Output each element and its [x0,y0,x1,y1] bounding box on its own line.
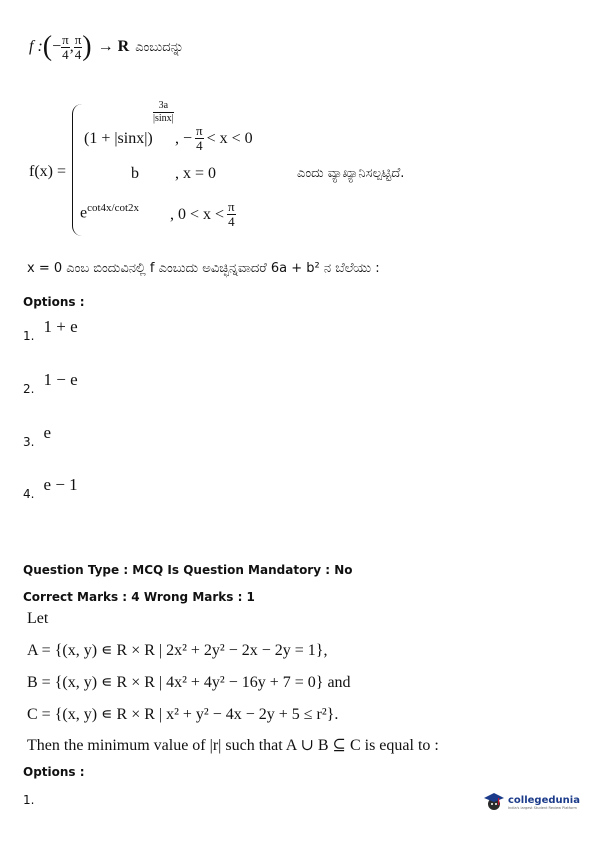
collegedunia-logo [483,791,580,813]
option-1[interactable]: $_{1.}$ 1 + e [23,317,78,343]
option-3[interactable]: $_{3.}$ e [23,423,52,449]
option-2[interactable]: $_{2.}$ 1 − e [23,370,78,396]
function-label: f(x) = [29,163,67,180]
q2-option-1[interactable]: 1. [23,793,35,807]
case1-condition: , − $\frac{\pi}{4}$ < x < 0 [175,123,253,153]
pi-over-four-lower: $\frac{\pi}{4}$ [62,31,69,62]
graduate-cap-icon [483,791,505,813]
q2-line-question: Then the minimum value of |r| such that A ∪ B ⊆ C is equal to : [27,737,439,754]
pi-over-four-upper: $\frac{\pi}{4}$ [74,31,82,62]
comma: , [69,38,74,55]
logo-brand: collegedunia [508,794,580,806]
case3-condition: , 0 < x < $\frac{\pi}{4}$ [170,199,235,229]
case3-expression: $e^{cot4x/cot2x}$ [80,202,140,222]
left-paren: ( [42,31,53,62]
q2-options-label: Options : [23,765,85,779]
pi-over-four-case3: $\frac{\pi}{4}$ [228,199,235,229]
case1-base: (1 + |sinx|) [84,130,153,147]
minus-sign: − [52,38,62,55]
case1-exponent: 3a |sinx| [153,100,174,124]
domain-definition [29,30,184,64]
q2-line-set-a: A = {(x, y) ∊ R × R | 2x² + 2y² − 2x − 2y = 1}, [27,642,328,659]
question-meta-type: Question Type : MCQ Is Question Mandatory : No [23,563,353,577]
intro-text: ಎಂಬುದನ್ನು [135,39,184,55]
codomain: → R [97,38,130,55]
option-4[interactable]: $_{4.}$ e − 1 [23,475,78,501]
question-meta-marks: Correct Marks : 4 Wrong Marks : 1 [23,590,255,604]
question-text: x = 0 ಎಂಬ ಬಿಂದುವಿನಲ್ಲಿ f ಎಂಬುದು ಅವಿಚ್ಛಿನ್ನವಾದರೆ 6a + b² ನ ಬೆಲೆಯು : [27,261,380,276]
q2-line-set-c: C = {(x, y) ∊ R × R | x² + y² − 4x − 2y + 5 ≤ r²}. [27,706,339,723]
q2-line-set-b: B = {(x, y) ∊ R × R | 4x² + 4y² − 16y + 7 = 0} and [27,674,351,691]
case2-condition: , x = 0 [175,165,217,182]
options-label: Options : [23,295,85,309]
q2-line-let: Let [27,610,49,627]
function-symbol: f : [29,38,43,55]
case2-value: b [131,165,139,182]
logo-tagline: India's largest Student Review Platform [508,805,577,810]
pi-over-four-case1: $\frac{\pi}{4}$ [196,123,203,153]
right-paren: ) [82,31,92,62]
defined-text: ಎಂದು ವ್ಯಾಖ್ಯಾನಿಸಲ್ಪಟ್ಟಿದೆ. [297,166,405,181]
